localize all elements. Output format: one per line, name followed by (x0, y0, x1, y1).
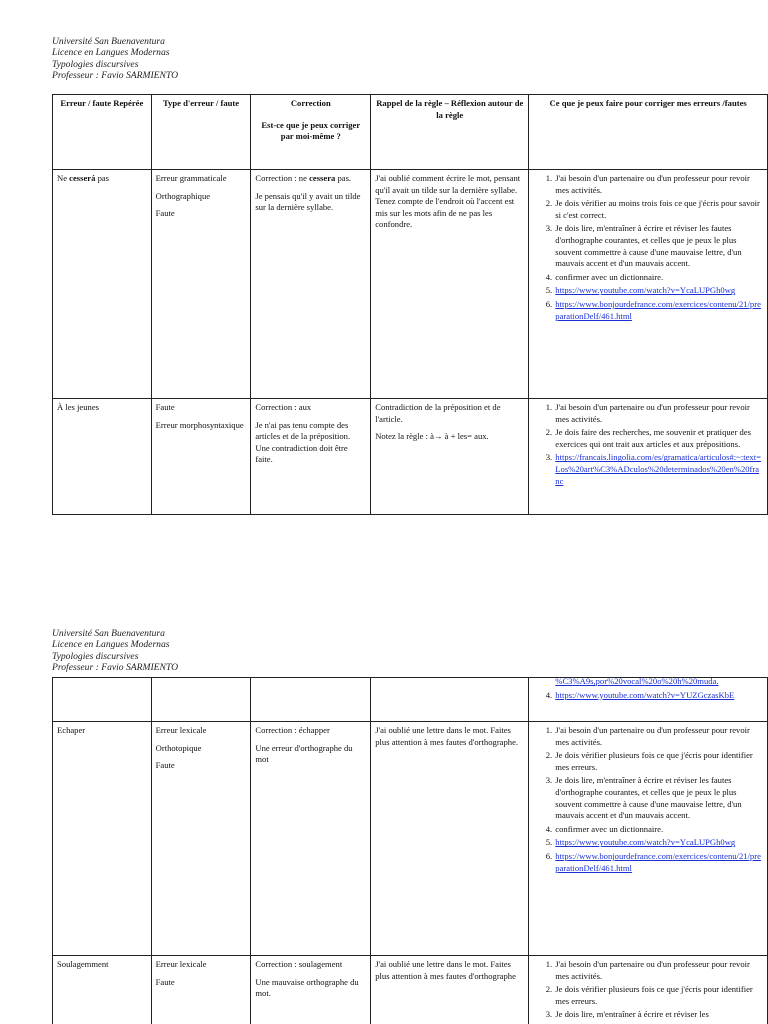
cell-correction: Correction : soulagement Une mauvaise orthographe du mot. (251, 956, 371, 1024)
youtube-link[interactable]: https://www.youtube.com/watch?v=YcaLUPGh0wg (555, 285, 736, 296)
cell-actions (529, 170, 768, 399)
cell-error: Soulagemment (53, 956, 152, 1024)
cell-correction: Correction : échapper Une erreur d'orthographe du mot (251, 722, 371, 956)
header-degree: Licence en Langues Modernas (52, 47, 170, 59)
action-list (533, 959, 763, 1021)
table-row-continued (53, 678, 768, 722)
list-item: 3. Je dois lire, m'entraîner à écrire et réviser les fautes d'orthographe courantes, et celles que je peux le plus souvent commettre à cause d'une mauvaise lettre, d'un mauvais accent et d'un mauvais accent. (554, 775, 763, 821)
list-item: 2. Je dois vérifier plusieurs fois ce que j'écris pour identifier mes erreurs. (554, 984, 763, 1007)
list-item (554, 678, 763, 688)
list-item (554, 452, 763, 487)
list-item: 1. J'ai besoin d'un partenaire ou d'un professeur pour revoir mes activités. (554, 173, 763, 196)
cell-type: Erreur lexicale Faute (151, 956, 251, 1024)
cell-type: Erreur grammaticale Orthographique Faute (151, 170, 251, 399)
header-correction-label: Correction (290, 98, 331, 108)
table-row (53, 170, 768, 399)
cell-actions (529, 956, 768, 1024)
bonjourdefrance-link[interactable]: https://www.bonjourdefrance.com/exercices/contenu/21/preparationDelf/461.html (555, 850, 761, 873)
error-word: cesserá (69, 173, 96, 183)
rule-text: J'ai oublié une lettre dans le mot. Faites plus attention à mes fautes d'orthographe. (375, 725, 519, 747)
document-header-page2: Université San Buenaventura Licence en Langues Modernas Typologies discursives Professeur : Favio SARMIENTO (52, 628, 179, 674)
table-header-row (53, 95, 768, 170)
cell-rule (371, 956, 529, 1024)
rule-text: Contradiction de la préposition et de l'article. (375, 402, 501, 424)
table-row (53, 722, 768, 956)
rule-note: Notez la règle : à→ à + les= aux. (375, 431, 489, 442)
cell-rule (371, 722, 529, 956)
list-item (554, 851, 763, 874)
cell-rule (371, 399, 529, 515)
error-table-continued (52, 677, 768, 1024)
list-item (554, 837, 763, 849)
correction-note: Une erreur d'orthographe du mot (255, 742, 353, 765)
header-cell-error: Erreur / faute Repérée (53, 95, 152, 170)
cell-correction: Correction : ne cessera pas. Je pensais qu'il y avait un tilde sur la dernière syllabe. (251, 170, 371, 399)
cell-error: À les jeunes (53, 399, 152, 515)
rule-text: J'ai oublié une lettre dans le mot. Faites plus attention à mes fautes d'orthographe (375, 959, 516, 981)
header-cell-actions: Ce que je peux faire pour corriger mes erreurs /fautes (529, 95, 768, 170)
header-cell-rule: Rappel de la règle – Réflexion autour de la règle (371, 95, 529, 170)
cell-type: Faute Erreur morphosyntaxique (151, 399, 251, 515)
header-cell-correction (251, 95, 371, 170)
action-list (533, 678, 763, 688)
list-item (554, 285, 763, 297)
correction-note: Une mauvaise orthographe du mot. (255, 976, 359, 999)
youtube-link[interactable]: https://www.youtube.com/watch?v=YUZGczasKbE (555, 689, 735, 700)
list-item: 4. confirmer avec un dictionnaire. (554, 824, 763, 836)
list-item: 1. J'ai besoin d'un partenaire ou d'un professeur pour revoir mes activités. (554, 725, 763, 748)
list-item (554, 299, 763, 322)
cell-rule (371, 170, 529, 399)
cell-actions (529, 399, 768, 515)
correction-note: Je pensais qu'il y avait un tilde sur la dernière syllabe. (255, 190, 361, 213)
list-item: 3. Je dois lire, m'entraîner à écrire et réviser les fautes d'orthographe courantes, et celles que je peux le plus souvent commettre à cause d'une mauvaise lettre, d'un mauvais accent et d'un mauvais accent. (554, 223, 763, 269)
header-university: Université San Buenaventura (52, 36, 165, 47)
youtube-link[interactable]: https://www.youtube.com/watch?v=YcaLUPGh0wg (555, 837, 736, 848)
list-item: 2. Je dois vérifier plusieurs fois ce que j'écris pour identifier mes erreurs. (554, 750, 763, 773)
table-row (53, 956, 768, 1024)
header-professor: Professeur : Favio SARMIENTO (52, 70, 179, 82)
action-list (533, 402, 763, 487)
cell-error: Ne cesserá pas (53, 170, 152, 399)
rule-text: J'ai oublié comment écrire le mot, pensant qu'il avait un tilde sur la dernière syllabe. Tenez compte de l'endroit où l'accent est mis sur les mots afin de ne pas les confondre. (375, 173, 521, 230)
cell-error: Echaper (53, 722, 152, 956)
action-list (533, 725, 763, 874)
header-course: Typologies discursives (52, 58, 139, 70)
bonjourdefrance-link[interactable]: https://www.bonjourdefrance.com/exercices/contenu/21/preparationDelf/461.html (555, 298, 761, 321)
table-row (53, 399, 768, 515)
list-item: 1. J'ai besoin d'un partenaire ou d'un professeur pour revoir mes activités. (554, 402, 763, 425)
action-list (533, 690, 763, 702)
list-item: 1. J'ai besoin d'un partenaire ou d'un professeur pour revoir mes activités. (554, 959, 763, 982)
list-item (554, 690, 763, 702)
cell-type: Erreur lexicale Orthotopique Faute (151, 722, 251, 956)
cell-actions (529, 722, 768, 956)
correction-note: Je n'ai pas tenu compte des articles et de la préposition. Une contradiction doit être faite. (255, 419, 351, 465)
error-table (52, 94, 768, 515)
list-item: 2. Je dois vérifier au moins trois fois ce que j'écris pour savoir si c'est correct. (554, 198, 763, 221)
document-header (52, 36, 178, 82)
header-correction-question: Est-ce que je peux corriger par moi-même ? (261, 119, 361, 142)
action-list (533, 173, 763, 322)
lingolia-link[interactable]: https://francais.lingolia.com/es/gramatica/articulos#:~:text=Los%20art%C3%ADculos%20determinados%20en%20franc (555, 452, 761, 486)
page2-clip (0, 677, 768, 1024)
list-item: 3. Je dois lire, m'entraîner à écrire et réviser les (554, 1009, 763, 1021)
list-item: 2. Je dois faire des recherches, me souvenir et pratiquer des exercices qui ont trait aux articles et aux prépositions. (554, 427, 763, 450)
cell-actions (529, 678, 768, 722)
list-item: 4. confirmer avec un dictionnaire. (554, 272, 763, 284)
header-cell-type: Type d'erreur / faute (151, 95, 251, 170)
cell-correction: Correction : aux Je n'ai pas tenu compte des articles et de la préposition. Une contradiction doit être faite. (251, 399, 371, 515)
lingolia-link-continued[interactable]: %C3%A9s,por%20vocal%20o%20h%20muda. (555, 677, 719, 686)
